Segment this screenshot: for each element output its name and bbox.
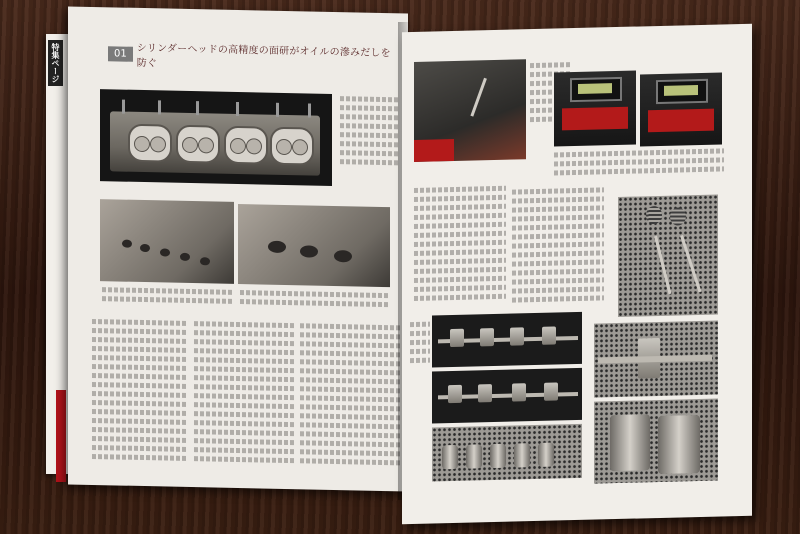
photo-caption-left <box>102 287 232 308</box>
section-tab-label: 特集ページ <box>48 40 63 86</box>
right-text-column-2 <box>512 187 604 306</box>
port-photo-left <box>100 199 234 284</box>
body-text-column-1 <box>92 319 188 465</box>
heading-number: 01 <box>108 46 133 62</box>
left-page <box>68 6 408 491</box>
measuring-photo <box>414 59 526 162</box>
photo-caption-right <box>240 290 390 311</box>
rocker-caption <box>410 322 430 367</box>
gauge-caption <box>554 148 724 179</box>
springs-pushrods-photo <box>618 195 718 317</box>
right-page <box>402 24 752 525</box>
piston-closeup-photo <box>594 399 718 484</box>
gauge-photo-left <box>554 71 636 147</box>
rocker-shaft-photo-2 <box>432 368 582 424</box>
body-text-column-2 <box>194 321 294 467</box>
rocker-shaft-photo-1 <box>432 312 582 368</box>
article-heading <box>108 43 398 69</box>
gauge-photo-right <box>640 72 722 146</box>
pistons-row-photo <box>432 424 582 482</box>
rocker-closeup-photo <box>594 321 718 398</box>
right-text-column-1 <box>414 186 506 305</box>
body-text-column-3 <box>300 323 400 469</box>
photo-caption-top <box>340 96 400 169</box>
cylinder-head-body <box>110 111 320 175</box>
port-photo-right <box>238 204 390 287</box>
cylinder-head-photo <box>100 89 332 186</box>
heading-title: シリンダーヘッドの高精度の面研がオイルの滲みだしを防ぐ <box>136 42 391 70</box>
red-page-edge <box>56 390 66 482</box>
